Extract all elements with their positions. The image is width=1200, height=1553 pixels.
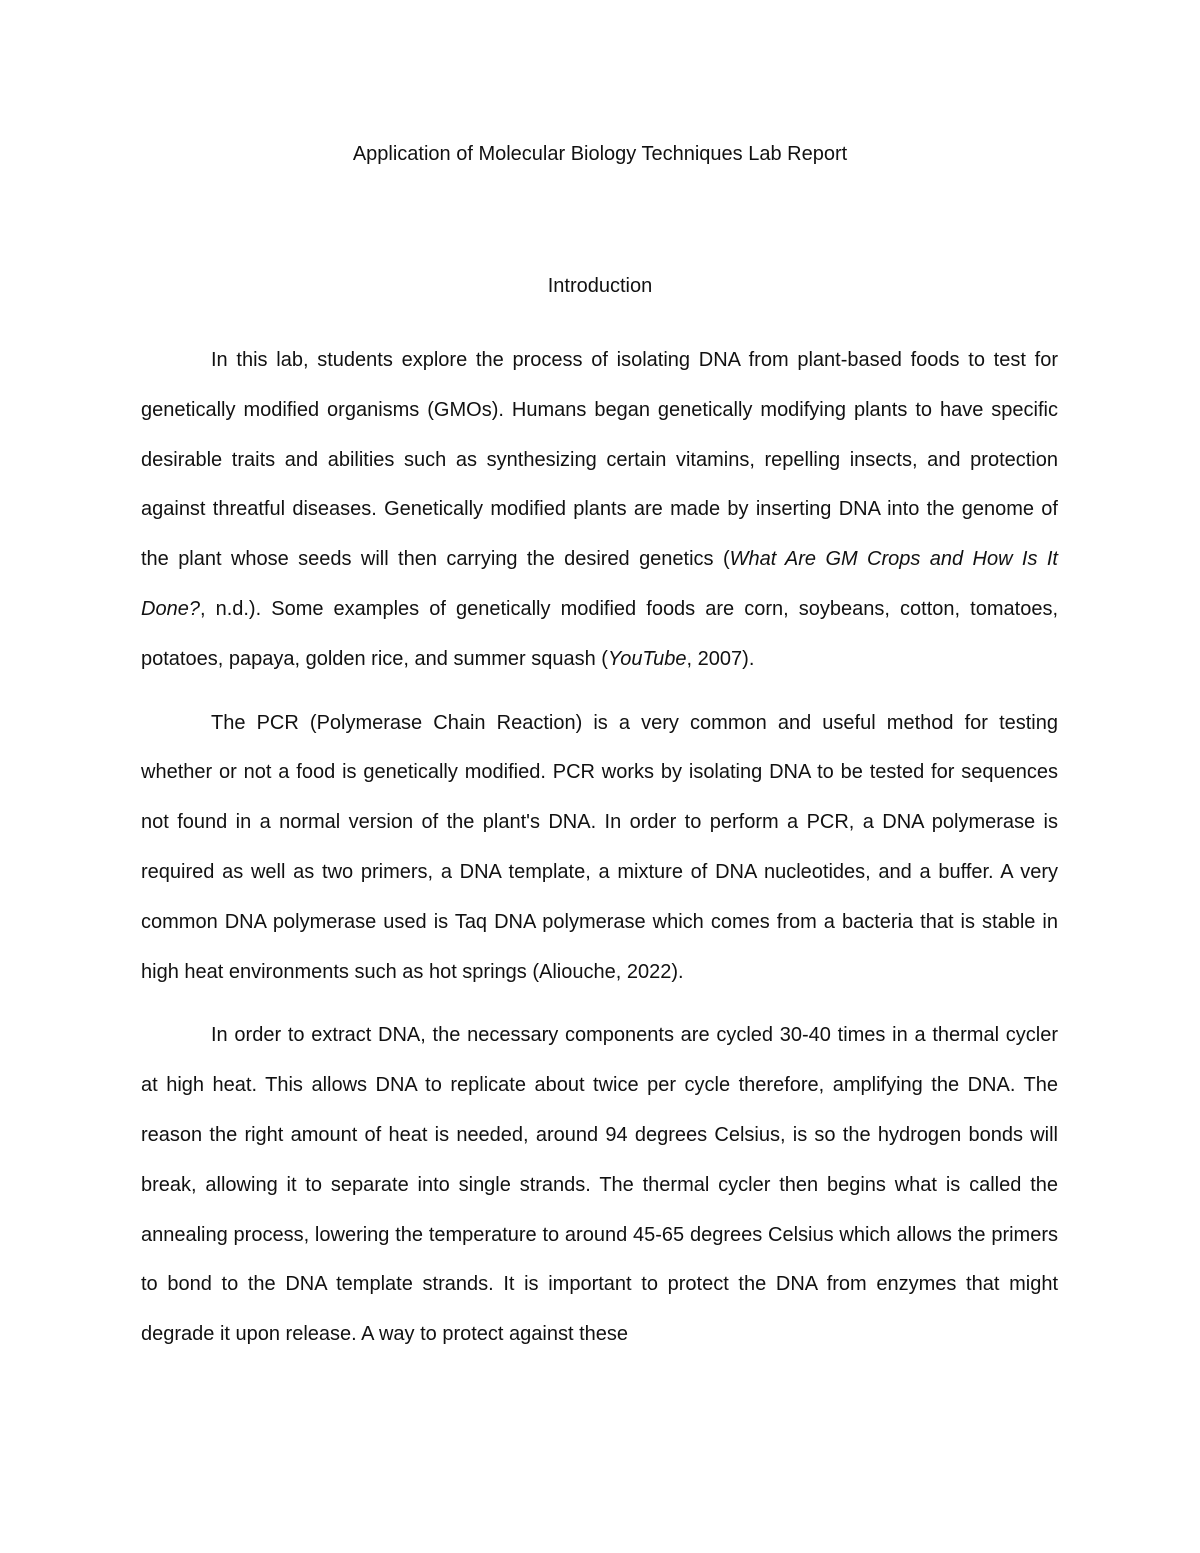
paragraph-text: In this lab, students explore the process of isolating DNA from plant-based foods to test for genetically modified organisms (GMOs). Humans began genetically modifying plants to have specific desirable traits and abilities such as synthesizing certain vitamins, repelling insects, and protection against threatful diseases. Genetically modified plants are made by inserting DNA into the genome of the plant whose seeds will then carrying the desired genetics ( [141,349,1058,571]
paragraph-dna-extraction: In order to extract DNA, the necessary components are cycled 30-40 times in a thermal cycler at high heat. This allows DNA to replicate about twice per cycle therefore, amplifying the DNA. The reason the right amount of heat is needed, around 94 degrees Celsius, is so the hydrogen bonds will break, allowing it to separate into single strands. The thermal cycler then begins what is called the annealing process, lowering the temperature to around 45-65 degrees Celsius which allows the primers to bond to the DNA template strands. It is important to protect the DNA from enzymes that might degrade it upon release. A way to protect against these [141,1024,1058,1346]
document-title: Application of Molecular Biology Techniques Lab Report [352,143,848,165]
citation-title: YouTube [607,647,687,670]
citation-title: What Are GM Crops and How Is It Done? [141,548,1058,620]
section-heading-introduction: Introduction [547,275,653,297]
paragraph-pcr: The PCR (Polymerase Chain Reaction) is a very common and useful method for testing whether or not a food is genetically modified. PCR works by isolating DNA to be tested for sequences not found in a normal version of the plant's DNA. In order to perform a PCR, a DNA polymerase is required as well as two primers, a DNA template, a mixture of DNA nucleotides, and a buffer. A very common DNA polymerase used is Taq DNA polymerase which comes from a bacteria that is stable in high heat environments such as hot springs (Aliouche, 2022). [141,711,1058,983]
paragraph-gmo-intro [141,336,1058,685]
paragraph-text: , n.d.). Some examples of genetically modified foods are corn, soybeans, cotton, tomatoes, potatoes, papaya, golden rice, and summer squash ( [141,597,1058,670]
document-body [141,336,1058,1374]
paragraph-text: , 2007). [686,647,755,670]
